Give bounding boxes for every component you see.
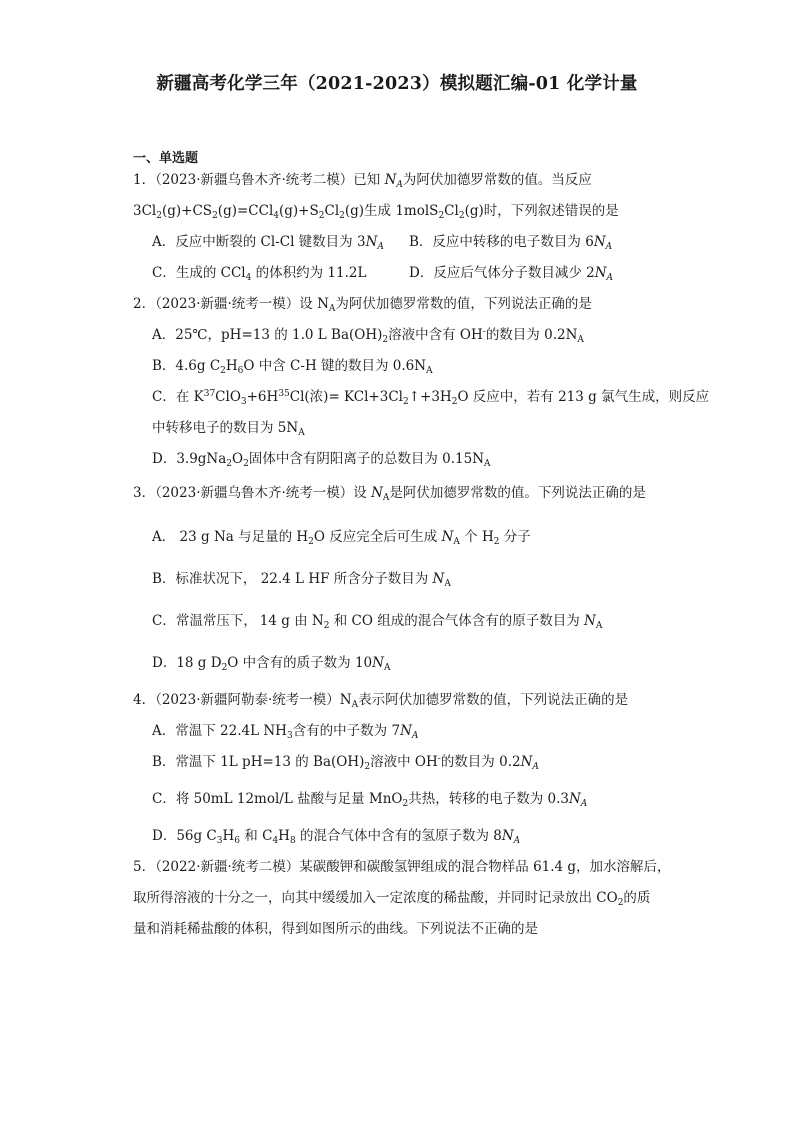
q1-option-d[interactable]: D．反应后气体分子数目减少 $2N_A$	[409, 265, 614, 283]
q5-stem-line2: 取所得溶液的十分之一，向其中缓缓加入一定浓度的稀盐酸，并同时记录放出 $CO_2$的质	[133, 890, 651, 908]
q4-option-b[interactable]: B．常温下 1L pH=13 的 $Ba(OH)_2$溶液中 OH-的数目为 $0.2N_A$	[152, 754, 539, 772]
q1-option-a[interactable]: A．反应中断裂的 Cl-Cl 键数目为 $3N_A$	[152, 234, 384, 252]
q4-option-a[interactable]: A．常温下 22.4L $NH_3$含有的中子数为 $7N_A$	[152, 723, 419, 741]
q4-option-d[interactable]: D．56g $C_3H_6$ 和 $C_4H_8$ 的混合气体中含有的氢原子数为 $8N_A$	[152, 828, 521, 846]
q1-option-b[interactable]: B．反应中转移的电子数目为 $6N_A$	[409, 234, 613, 252]
q3-option-c[interactable]: C．常温常压下， 14 g 由 $N_2$ 和 CO 组成的混合气体含有的原子数目为 $N_A$	[152, 613, 603, 631]
document-title: 新疆高考化学三年（2021-2023）模拟题汇编-01 化学计量	[156, 74, 638, 94]
q2-option-b[interactable]: B．4.6g $C_2H_6O$ 中含 C-H 键的数目为 $0.6N_A$	[152, 358, 433, 376]
q4-option-c[interactable]: C．将 50mL 12mol/L 盐酸与足量 MnO$_2$共热，转移的电子数为 $0.3N_A$	[152, 791, 588, 809]
q3-option-d[interactable]: D．18 g $D_2O$ 中含有的质子数为 $10N_A$	[152, 655, 391, 673]
q2-stem: 2．（2023·新疆·统考一模）设 $N_A$为阿伏加德罗常数的值，下列说法正确的是	[133, 296, 592, 314]
q1-stem-line2: $3Cl_2(g)+CS_2(g)=CCl_4(g)+S_2Cl_2(g)$生成 $1molS_2Cl_2(g)$时，下列叙述错误的是	[133, 203, 619, 221]
q3-stem: 3．（2023·新疆乌鲁木齐·统考一模）设 $N_A$是阿伏加德罗常数的值。下列说法正确的是	[133, 485, 646, 503]
q2-option-c[interactable]: C．在 $K^{37}ClO_3+6H^{35}Cl$(浓)= $KCl+3Cl_2↑+3H_2O$ 反应中，若有 213 g 氯气生成，则反应	[152, 389, 710, 407]
q2-option-a[interactable]: A．25℃，pH=13 的 1.0 L $Ba(OH)_2$溶液中含有 OH-的数目为 $0.2N_A$	[152, 327, 584, 345]
section-heading: 一、单选题	[133, 151, 199, 166]
q3-option-a[interactable]: A． 23 g Na 与足量的 $H_2O$ 反应完全后可生成 $N_A$ 个 $H_2$ 分子	[152, 529, 531, 547]
q1-stem-line1: 1．（2023·新疆乌鲁木齐·统考二模）已知 $N_A$为阿伏加德罗常数的值。当反应	[133, 172, 592, 190]
q1-option-c[interactable]: C．生成的 CCl$_4$ 的体积约为 11.2L	[152, 265, 367, 283]
q2-option-c-cont: 中转移电子的数目为 $5N_A$	[152, 420, 305, 438]
q4-stem: 4．（2023·新疆阿勒泰·统考一模）$N_A$表示阿伏加德罗常数的值，下列说法正确的是	[133, 692, 629, 710]
q5-stem-line1: 5．（2022·新疆·统考二模）某碳酸钾和碳酸氢钾组成的混合物样品 61.4 g，加水溶解后，	[133, 859, 671, 875]
q3-option-b[interactable]: B．标准状况下， 22.4 L HF 所含分子数目为 $N_A$	[152, 571, 451, 589]
q5-stem-line3: 量和消耗稀盐酸的体积，得到如图所示的曲线。下列说法不正确的是	[133, 921, 538, 937]
q2-option-d[interactable]: D．$3.9gNa_2O_2$固体中含有阴阳离子的总数目为 $0.15N_A$	[152, 451, 491, 469]
